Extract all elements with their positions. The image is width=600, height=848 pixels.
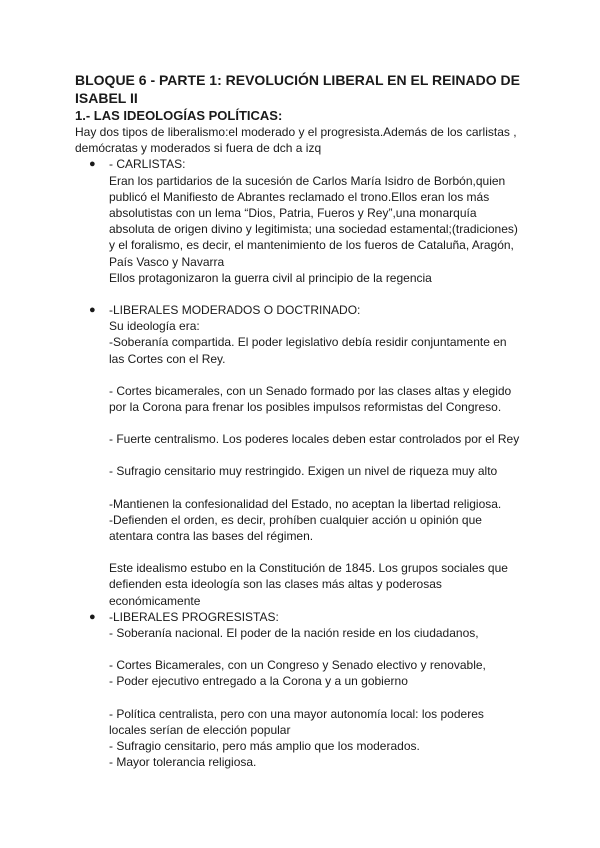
moderados-p4: - Sufragio censitario muy restringido. Exigen un nivel de riqueza muy alto [109,464,498,479]
moderados-p6: Este idealismo estubo en la Constitución de 1845. Los grupos sociales que defienden esta ideología son las clases más altas y poderosas económicamente [109,561,508,608]
carlistas-heading: - CARLISTAS: [109,157,186,172]
moderados-p2: - Cortes bicamerales, con un Senado formado por las clases altas y elegido por la Corona para frenar los posibles impulsos reformistas del Congreso. [109,383,512,415]
bullet-moderados [75,302,545,609]
document-title: BLOQUE 6 - PARTE 1: REVOLUCIÓN LIBERAL EN EL REINADO DE ISABEL II [75,72,520,106]
bullet-dot: ● [89,158,96,171]
moderados-intro: Su ideología era: [109,319,200,334]
moderados-p3: - Fuerte centralismo. Los poderes locales deben estar controlados por el Rey [109,432,520,447]
moderados-p5: -Mantienen la confesionalidad del Estado, no aceptan la libertad religiosa. -Defienden el orden, es decir, prohíben cualquier acción u opinión que atentara contra las bases del régimen. [109,496,502,544]
bullet-progresistas [75,609,545,771]
progresistas-p1: - Soberanía nacional. El poder de la nación reside en los ciudadanos, [109,626,479,641]
bullet-carlistas [75,156,545,286]
progresistas-p2: - Cortes Bicamerales, con un Congreso y Senado electivo y renovable, - Poder ejecutivo entregado a la Corona y a un gobierno [109,658,486,689]
carlistas-text: Eran los partidarios de la sucesión de Carlos María Isidro de Borbón,quien publicó el Manifiesto de Abrantes reclamado el trono.Ellos eran los más absolutistas con un lema “Dios, Patria, Fueros y Rey”,una monarquía absoluta de origen divino y legitimista; una sociedad estamental;(tradiciones) y el foralismo, es decir, el mantenimiento de los fueros de Cataluña, Aragón, País Vasco y Navarra [109,173,518,269]
bullet-dot: ● [89,304,96,317]
intro-paragraph: Hay dos tipos de liberalismo:el moderado y el progresista.Además de los carlistas , demócratas y moderados si fuera de dch a izq [75,125,517,156]
section-heading: 1.- LAS IDEOLOGÍAS POLÍTICAS: [75,108,283,123]
document-page [75,71,545,771]
moderados-p1: -Soberanía compartida. El poder legislativo debía residir conjuntamente en las Cortes con el Rey. [109,335,507,366]
progresistas-p3: - Política centralista, pero con una mayor autonomía local: los poderes locales serían de elección popular - Sufragio censitario, pero más amplio que los moderados. - Mayor tolerancia religiosa. [109,706,484,770]
progresistas-heading: -LIBERALES PROGRESISTAS: [109,609,279,624]
bullet-dot: ● [89,610,96,623]
moderados-heading: -LIBERALES MODERADOS O DOCTRINADO: [109,303,361,318]
carlistas-text2: Ellos protagonizaron la guerra civil al principio de la regencia [109,270,432,285]
